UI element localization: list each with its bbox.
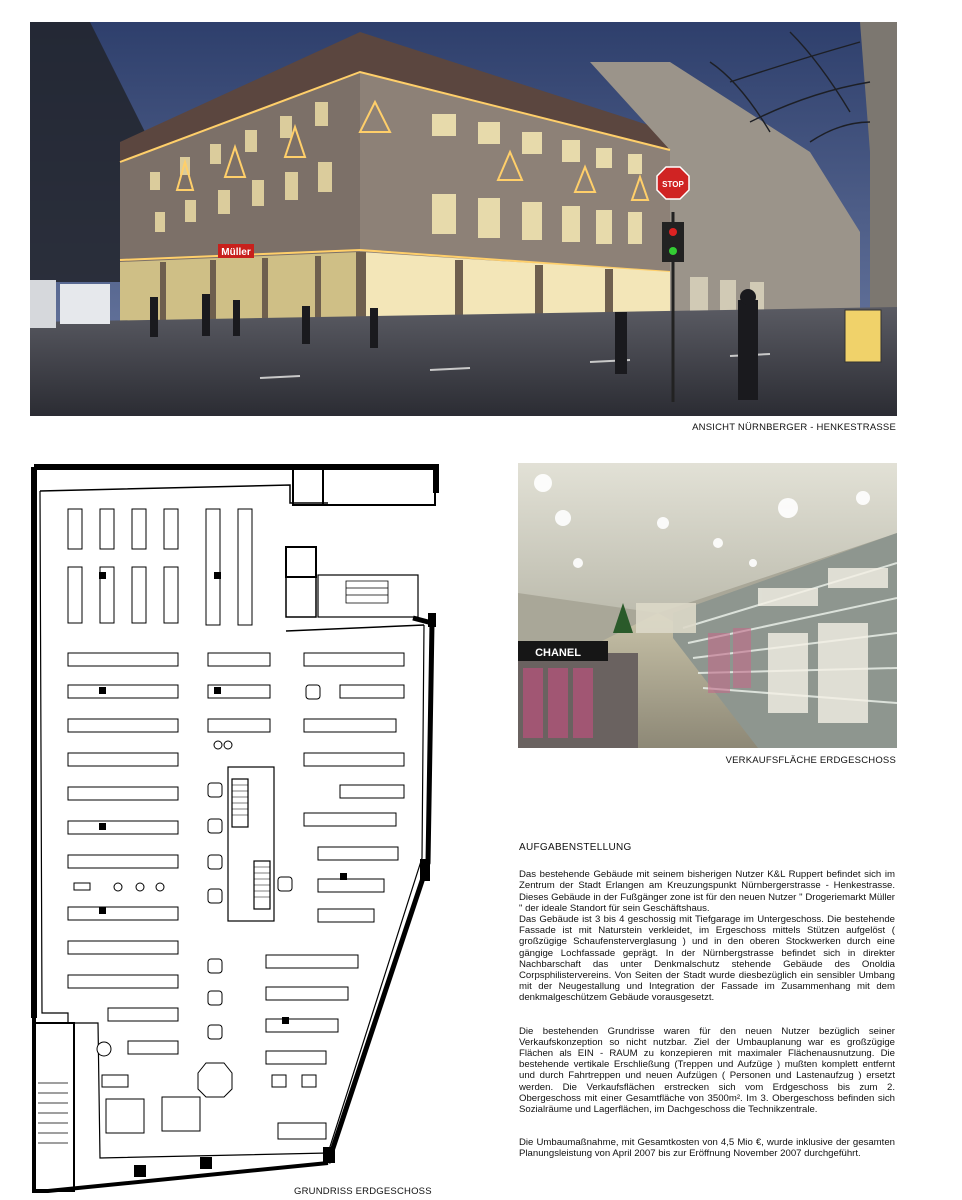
facade-caption: ANSICHT NÜRNBERGER - HENKESTRASSE bbox=[692, 422, 896, 433]
chanel-sign: CHANEL bbox=[535, 647, 581, 659]
task-description bbox=[519, 842, 895, 1170]
task-heading: AUFGABENSTELLUNG bbox=[519, 842, 632, 853]
salesfloor-photo bbox=[518, 463, 897, 748]
stop-sign: STOP bbox=[662, 180, 684, 189]
paragraph-concept: Die bestehenden Grundrisse waren für den neuen Nutzer bezüglich seiner Verkaufskonzeption so nicht nutzbar. Ziel der Umbauplanung war es großzügige Flächen als EIN - RAUM zu konzepieren mit maximaler Flächenausnutzung. Die bestehende vertikale Erschließung (Treppen und Aufzüge ) mußten komplett entfernt und durch Fahrtreppen und neuen Aufzügen ( Personen und Lastenaufzug ) ersetzt werden. Die Verkaufsflächen erstrecken sich vom Erdgeschoss bis zum 2. Obergeschoss mit einer Gesamtfläche von 3500m². Im 3. Obergeschoss befinden sich Sozialräume und Lagerflächen, im Dachgeschoss die Technikzentrale. bbox=[519, 1025, 895, 1116]
plan-caption: GRUNDRISS ERDGESCHOSS bbox=[294, 1186, 432, 1197]
paragraph-building: Das Gebäude ist 3 bis 4 geschossig mit Tiefgarage im Untergeschoss. Die bestehende Fassade ist mit Naturstein verkleidet, im Ergeschoss mittels Stützen aufgelöst ( großzügige Schaufensterverglasung ) und in den oberen Stockwerken durch eine gängige Lochfassade geprägt. In der Nürnbergstrasse befindet sich in direkter Nachbarschaft das unter Denkmalschutz stehende Gebäude des Onoldia Corpsphilistervereins. Von Seiten der Stadt wurde diesbezüglich ein sensibler Umbang mit der Neugestallung und Integration der Fassade im Zusammenhang mit dem denkmalgeschützem Gebäude vorausgesetzt. bbox=[519, 914, 895, 1004]
store-sign: Müller bbox=[221, 247, 251, 258]
salesfloor-caption: VERKAUFSFLÄCHE ERDGESCHOSS bbox=[725, 755, 896, 766]
facade-photo bbox=[30, 22, 897, 416]
paragraph-costs: Die Umbaumaßnahme, mit Gesamtkosten von 4,5 Mio €, wurde inklusive der gesamten Planungsleistung von April 2007 bis zur Eröffnung November 2007 durchgeführt. bbox=[519, 1137, 895, 1160]
paragraph-location: Das bestehende Gebäude mit seinem bisherigen Nutzer K&L Ruppert befindet sich im Zentrum der Stadt Erlangen am Kreuzungspunkt Nürnbergerstrasse - Henkestrasse. Dieses Gebäude in der Fußgänger zone ist für den neuen Nutzer " Drogeriemarkt Müller " der ideale Standort für sein Geschäftshaus. bbox=[519, 869, 895, 914]
floor-plan bbox=[28, 463, 440, 1193]
